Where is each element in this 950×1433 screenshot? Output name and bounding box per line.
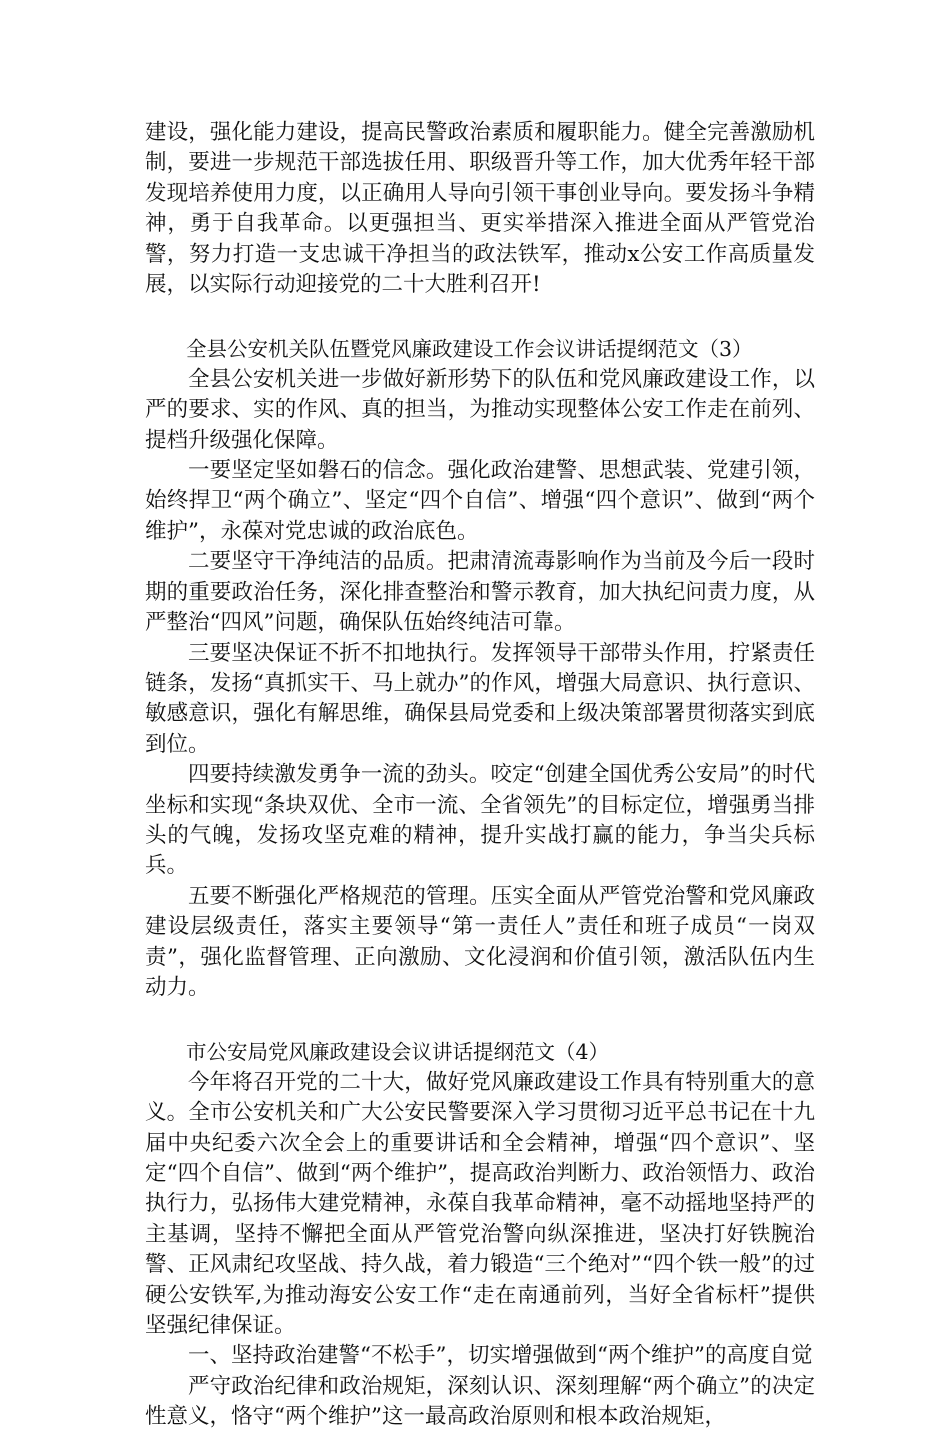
section-3-title: 全县公安机关队伍暨党风廉政建设工作会议讲话提纲范文（3） [186,337,753,362]
document-body [145,118,815,1433]
section-4-intro-paragraph: 今年将召开党的二十大，做好党风廉政建设工作具有特别重大的意义。全市公安机关和广大公安民警要深入学习贯彻习近平总书记在十九届中央纪委六次全会上的重要讲话和全会精神，增强“四个意识”、坚定“四个自信”、做到“两个维护”，提高政治判断力、政治领悟力、政治执行力，弘扬伟大建党精神，永葆自我革命精神，毫不动摇地坚持严的主基调，坚持不懈把全面从严管党治警向纵深推进，坚决打好铁腕治警、正风肃纪攻坚战、持久战，着力锻造“三个绝对”“四个铁一般”的过硬公安铁军,为推动海安公安工作“走在南通前列，当好全省标杆”提供坚强纪律保证。 [145,1069,815,1339]
section-3-point-5-paragraph: 五要不断强化严格规范的管理。压实全面从严管党治警和党风廉政建设层级责任，落实主要领导“第一责任人”责任和班子成员“一岗双责”，强化监督管理、正向激励、文化浸润和价值引领，激活队伍内生动力。 [145,883,815,1000]
section-3-point-4-paragraph: 四要持续激发勇争一流的劲头。咬定“创建全国优秀公安局”的时代坐标和实现“条块双优、全市一流、全省领先”的目标定位，增强勇当排头的气魄，发扬攻坚克难的精神，提升实战打赢的能力，争当尖兵标兵。 [145,762,815,879]
continuation-paragraph: 建设，强化能力建设，提高民警政治素质和履职能力。健全完善激励机制，要进一步规范干部选拔任用、职级晋升等工作，加大优秀年轻干部发现培养使用力度，以正确用人导向引领干事创业导向。要发扬斗争精神，勇于自我革命。以更强担当、更实举措深入推进全面从严管党治警，努力打造一支忠诚干净担当的政法铁军，推动x公安工作高质量发展，以实际行动迎接党的二十大胜利召开! [145,120,815,298]
section-3-point-2-paragraph: 二要坚守干净纯洁的品质。把肃清流毒影响作为当前及今后一段时期的重要政治任务，深化排查整治和警示教育，加大执纪问责力度，从严整治“四风”问题，确保队伍始终纯洁可靠。 [145,549,815,636]
section-3-point-3-paragraph: 三要坚决保证不折不扣地执行。发挥领导干部带头作用，拧紧责任链条，发扬“真抓实干、马上就办”的作风，增强大局意识、执行意识、敏感意识，强化有解思维，确保县局党委和上级决策部署贯彻落实到底到位。 [145,640,815,757]
section-4-body-paragraph: 严守政治纪律和政治规矩，深刻认识、深刻理解“两个确立”的决定性意义，恪守“两个维护”这一最高政治原则和根本政治规矩， [145,1373,815,1430]
section-3-intro-paragraph: 全县公安机关进一步做好新形势下的队伍和党风廉政建设工作，以严的要求、实的作风、真的担当，为推动实现整体公安工作走在前列、提档升级强化保障。 [145,366,815,453]
section-4-title: 市公安局党风廉政建设会议讲话提纲范文（4） [186,1040,610,1065]
section-3-point-1-paragraph: 一要坚定坚如磐石的信念。强化政治建警、思想武装、党建引领，始终捍卫“两个确立”、坚定“四个自信”、增强“四个意识”、做到“两个维护”，永葆对党忠诚的政治底色。 [145,458,815,544]
section-4-subheading: 一、坚持政治建警“不松手”，切实增强做到“两个维护”的高度自觉 [188,1343,813,1369]
